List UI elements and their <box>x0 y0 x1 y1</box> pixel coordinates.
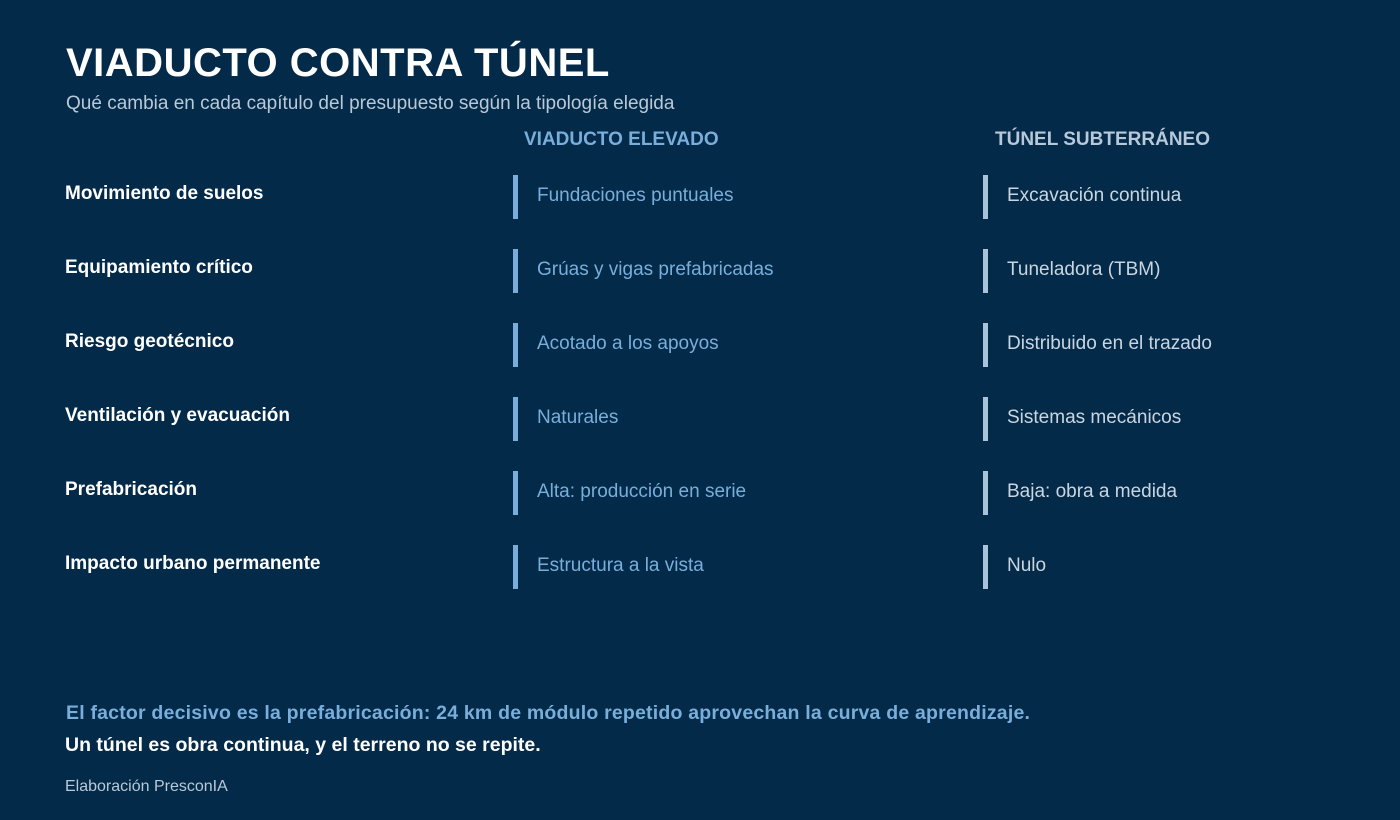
viaducto-accent-bar <box>513 323 518 367</box>
viaducto-accent-bar <box>513 545 518 589</box>
tunel-accent-bar <box>983 249 988 293</box>
row-label: Prefabricación <box>65 479 197 500</box>
row-label: Movimiento de suelos <box>65 183 264 204</box>
viaducto-accent-bar <box>513 249 518 293</box>
viaducto-cell: Fundaciones puntuales <box>537 185 734 206</box>
comparison-row <box>0 323 1400 369</box>
viaducto-accent-bar <box>513 397 518 441</box>
viaducto-accent-bar <box>513 471 518 515</box>
tunel-cell: Distribuido en el trazado <box>1007 333 1212 354</box>
tunel-accent-bar <box>983 323 988 367</box>
row-label: Ventilación y evacuación <box>65 405 290 426</box>
tunel-accent-bar <box>983 397 988 441</box>
conclusion-highlight: El factor decisivo es la prefabricación: 24 km de módulo repetido aprovechan la curva de aprendizaje. <box>66 702 1031 724</box>
viaducto-cell: Naturales <box>537 407 619 428</box>
row-label: Equipamiento crítico <box>65 257 253 278</box>
page-title: VIADUCTO CONTRA TÚNEL <box>66 41 610 85</box>
viaducto-accent-bar <box>513 175 518 219</box>
row-label: Impacto urbano permanente <box>65 553 321 574</box>
viaducto-cell: Acotado a los apoyos <box>537 333 719 354</box>
viaducto-cell: Estructura a la vista <box>537 555 704 576</box>
comparison-row <box>0 471 1400 517</box>
tunel-accent-bar <box>983 175 988 219</box>
tunel-cell: Sistemas mecánicos <box>1007 407 1182 428</box>
column-header-viaducto: VIADUCTO ELEVADO <box>524 129 719 150</box>
tunel-cell: Tuneladora (TBM) <box>1007 259 1161 280</box>
tunel-accent-bar <box>983 471 988 515</box>
conclusion-note: Un túnel es obra continua, y el terreno no se repite. <box>65 734 541 756</box>
comparison-row <box>0 175 1400 221</box>
tunel-cell: Nulo <box>1007 555 1047 576</box>
comparison-row <box>0 249 1400 295</box>
page-subtitle: Qué cambia en cada capítulo del presupuesto según la tipología elegida <box>66 93 675 114</box>
source-credit: Elaboración PresconIA <box>65 778 228 795</box>
comparison-row <box>0 397 1400 443</box>
column-header-tunel: TÚNEL SUBTERRÁNEO <box>995 129 1210 150</box>
tunel-cell: Excavación continua <box>1007 185 1182 206</box>
comparison-row <box>0 545 1400 591</box>
tunel-cell: Baja: obra a medida <box>1007 481 1178 502</box>
row-label: Riesgo geotécnico <box>65 331 234 352</box>
tunel-accent-bar <box>983 545 988 589</box>
viaducto-cell: Grúas y vigas prefabricadas <box>537 259 774 280</box>
viaducto-cell: Alta: producción en serie <box>537 481 747 502</box>
